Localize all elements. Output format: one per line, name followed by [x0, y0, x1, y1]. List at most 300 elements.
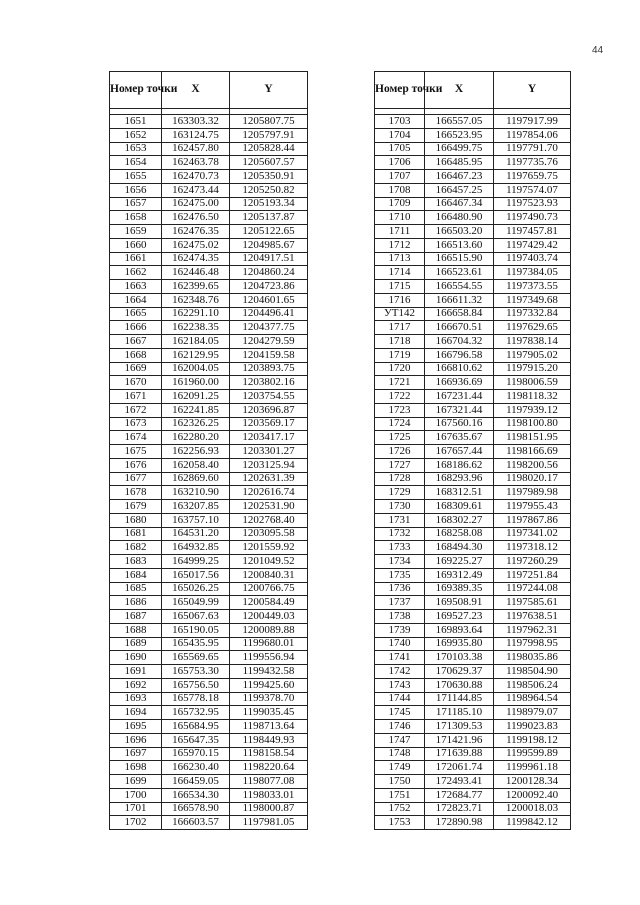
point-number-cell: 1652 — [110, 128, 162, 142]
y-cell: 1200584.49 — [230, 596, 308, 610]
x-cell: 166554.55 — [425, 280, 494, 294]
table-row — [375, 376, 571, 390]
table-row — [375, 541, 571, 555]
table-row — [375, 211, 571, 225]
point-number-cell: 1739 — [375, 623, 425, 637]
point-number-cell: 1703 — [375, 115, 425, 129]
y-cell: 1203569.17 — [230, 417, 308, 431]
table-row — [375, 417, 571, 431]
y-cell: 1197429.42 — [494, 238, 571, 252]
table-row — [110, 623, 308, 637]
x-cell: 171185.10 — [425, 706, 494, 720]
y-cell: 1197735.76 — [494, 156, 571, 170]
table-row — [375, 678, 571, 692]
x-cell: 171144.85 — [425, 692, 494, 706]
y-cell: 1201049.52 — [230, 555, 308, 569]
point-number-cell: 1679 — [110, 500, 162, 514]
y-cell: 1198449.93 — [230, 733, 308, 747]
x-cell: 165778.18 — [162, 692, 230, 706]
y-cell: 1203301.27 — [230, 445, 308, 459]
point-number-cell: 1700 — [110, 788, 162, 802]
table-row — [375, 362, 571, 376]
x-cell: 162291.10 — [162, 307, 230, 321]
x-cell: 169893.64 — [425, 623, 494, 637]
y-cell: 1197251.84 — [494, 568, 571, 582]
y-cell: 1199556.94 — [230, 651, 308, 665]
point-number-cell: 1662 — [110, 266, 162, 280]
point-number-cell: 1707 — [375, 170, 425, 184]
table-row — [375, 115, 571, 129]
y-cell: 1199035.45 — [230, 706, 308, 720]
table-row — [110, 788, 308, 802]
table-row — [110, 775, 308, 789]
y-cell: 1200018.03 — [494, 802, 571, 816]
x-cell: 167321.44 — [425, 403, 494, 417]
x-cell: 169389.35 — [425, 582, 494, 596]
point-number-cell: 1743 — [375, 678, 425, 692]
x-cell: 172061.74 — [425, 761, 494, 775]
y-cell: 1202531.90 — [230, 500, 308, 514]
table-row — [110, 472, 308, 486]
x-cell: 162473.44 — [162, 183, 230, 197]
table-row — [375, 307, 571, 321]
table-row — [375, 128, 571, 142]
x-cell: 165647.35 — [162, 733, 230, 747]
x-cell: 162457.80 — [162, 142, 230, 156]
point-number-cell: 1696 — [110, 733, 162, 747]
table-row — [110, 610, 308, 624]
point-number-cell: 1746 — [375, 720, 425, 734]
x-cell: 162238.35 — [162, 321, 230, 335]
y-cell: 1198118.32 — [494, 390, 571, 404]
point-number-cell: 1688 — [110, 623, 162, 637]
table-row — [375, 747, 571, 761]
point-number-cell: 1717 — [375, 321, 425, 335]
x-cell: 165190.05 — [162, 623, 230, 637]
x-cell: 169935.80 — [425, 637, 494, 651]
y-cell: 1200840.31 — [230, 568, 308, 582]
x-cell: 166611.32 — [425, 293, 494, 307]
table-row — [110, 266, 308, 280]
y-cell: 1197939.12 — [494, 403, 571, 417]
x-cell: 163757.10 — [162, 513, 230, 527]
x-cell: 166459.05 — [162, 775, 230, 789]
point-number-cell: 1731 — [375, 513, 425, 527]
x-cell: 162241.85 — [162, 403, 230, 417]
y-cell: 1197989.98 — [494, 486, 571, 500]
x-cell: 162476.50 — [162, 211, 230, 225]
x-cell: 166523.61 — [425, 266, 494, 280]
x-cell: 165026.25 — [162, 582, 230, 596]
y-cell: 1200128.34 — [494, 775, 571, 789]
y-cell: 1199599.89 — [494, 747, 571, 761]
header-y: Y — [230, 72, 308, 109]
point-number-cell: 1664 — [110, 293, 162, 307]
x-cell: 162280.20 — [162, 431, 230, 445]
table-row — [110, 747, 308, 761]
y-cell: 1204159.58 — [230, 348, 308, 362]
point-number-cell: 1680 — [110, 513, 162, 527]
y-cell: 1203893.75 — [230, 362, 308, 376]
table-row — [375, 816, 571, 830]
x-cell: 162463.78 — [162, 156, 230, 170]
point-number-cell: 1694 — [110, 706, 162, 720]
table-row — [110, 197, 308, 211]
table-row — [110, 733, 308, 747]
point-number-cell: 1693 — [110, 692, 162, 706]
point-number-cell: 1660 — [110, 238, 162, 252]
point-number-cell: 1719 — [375, 348, 425, 362]
point-number-cell: 1673 — [110, 417, 162, 431]
x-cell: 166485.95 — [425, 156, 494, 170]
x-cell: 162470.73 — [162, 170, 230, 184]
x-cell: 166503.20 — [425, 225, 494, 239]
y-cell: 1199680.01 — [230, 637, 308, 651]
x-cell: 164531.20 — [162, 527, 230, 541]
x-cell: 165684.95 — [162, 720, 230, 734]
x-cell: 165569.65 — [162, 651, 230, 665]
x-cell: 168312.51 — [425, 486, 494, 500]
x-cell: 170629.37 — [425, 665, 494, 679]
y-cell: 1200766.75 — [230, 582, 308, 596]
x-cell: 161960.00 — [162, 376, 230, 390]
y-cell: 1198964.54 — [494, 692, 571, 706]
table-row — [110, 761, 308, 775]
table-row — [110, 582, 308, 596]
header-point-number: Номер точки — [110, 72, 162, 109]
x-cell: 162091.25 — [162, 390, 230, 404]
x-cell: 164932.85 — [162, 541, 230, 555]
table-row — [375, 706, 571, 720]
y-cell: 1197917.99 — [494, 115, 571, 129]
coordinates-table-left — [109, 71, 308, 830]
y-cell: 1198506.24 — [494, 678, 571, 692]
y-cell: 1202768.40 — [230, 513, 308, 527]
y-cell: 1197791.70 — [494, 142, 571, 156]
point-number-cell: 1710 — [375, 211, 425, 225]
x-cell: 168293.96 — [425, 472, 494, 486]
y-cell: 1197574.07 — [494, 183, 571, 197]
point-number-cell: 1711 — [375, 225, 425, 239]
y-cell: 1200449.03 — [230, 610, 308, 624]
point-number-cell: 1663 — [110, 280, 162, 294]
x-cell: 162476.35 — [162, 225, 230, 239]
y-cell: 1204377.75 — [230, 321, 308, 335]
point-number-cell: 1659 — [110, 225, 162, 239]
y-cell: 1197867.86 — [494, 513, 571, 527]
x-cell: 170630.88 — [425, 678, 494, 692]
point-number-cell: 1695 — [110, 720, 162, 734]
table-row — [375, 293, 571, 307]
y-cell: 1197659.75 — [494, 170, 571, 184]
table-row — [110, 555, 308, 569]
table-row — [375, 733, 571, 747]
point-number-cell: 1675 — [110, 445, 162, 459]
table-row — [375, 788, 571, 802]
point-number-cell: 1681 — [110, 527, 162, 541]
y-cell: 1197349.68 — [494, 293, 571, 307]
y-cell: 1205350.91 — [230, 170, 308, 184]
x-cell: 162474.35 — [162, 252, 230, 266]
x-cell: 172890.98 — [425, 816, 494, 830]
x-cell: 166523.95 — [425, 128, 494, 142]
x-cell: 168258.08 — [425, 527, 494, 541]
table-row — [110, 513, 308, 527]
point-number-cell: 1657 — [110, 197, 162, 211]
header-x: X — [162, 72, 230, 109]
x-cell: 166499.75 — [425, 142, 494, 156]
table-row — [375, 238, 571, 252]
x-cell: 165970.15 — [162, 747, 230, 761]
table-row — [110, 665, 308, 679]
table-row — [375, 513, 571, 527]
point-number-cell: 1672 — [110, 403, 162, 417]
y-cell: 1205122.65 — [230, 225, 308, 239]
point-number-cell: УТ142 — [375, 307, 425, 321]
y-cell: 1204279.59 — [230, 335, 308, 349]
table-row — [375, 197, 571, 211]
table-row — [375, 252, 571, 266]
x-cell: 166936.69 — [425, 376, 494, 390]
y-cell: 1198151.95 — [494, 431, 571, 445]
table-row — [375, 720, 571, 734]
table-row — [375, 458, 571, 472]
point-number-cell: 1699 — [110, 775, 162, 789]
table-row — [110, 678, 308, 692]
point-number-cell: 1729 — [375, 486, 425, 500]
x-cell: 166704.32 — [425, 335, 494, 349]
y-cell: 1198033.01 — [230, 788, 308, 802]
table-row — [375, 610, 571, 624]
x-cell: 165753.30 — [162, 665, 230, 679]
point-number-cell: 1718 — [375, 335, 425, 349]
y-cell: 1201559.92 — [230, 541, 308, 555]
table-row — [110, 335, 308, 349]
table-row — [110, 390, 308, 404]
point-number-cell: 1678 — [110, 486, 162, 500]
x-cell: 166534.30 — [162, 788, 230, 802]
x-cell: 167657.44 — [425, 445, 494, 459]
point-number-cell: 1732 — [375, 527, 425, 541]
y-cell: 1199842.12 — [494, 816, 571, 830]
y-cell: 1198166.69 — [494, 445, 571, 459]
header-y: Y — [494, 72, 571, 109]
table-row — [110, 500, 308, 514]
point-number-cell: 1751 — [375, 788, 425, 802]
y-cell: 1203095.58 — [230, 527, 308, 541]
y-cell: 1200089.88 — [230, 623, 308, 637]
point-number-cell: 1653 — [110, 142, 162, 156]
x-cell: 166513.60 — [425, 238, 494, 252]
x-cell: 167635.67 — [425, 431, 494, 445]
point-number-cell: 1687 — [110, 610, 162, 624]
x-cell: 162446.48 — [162, 266, 230, 280]
point-number-cell: 1720 — [375, 362, 425, 376]
point-number-cell: 1683 — [110, 555, 162, 569]
point-number-cell: 1692 — [110, 678, 162, 692]
y-cell: 1204496.41 — [230, 307, 308, 321]
y-cell: 1197981.05 — [230, 816, 308, 830]
x-cell: 162869.60 — [162, 472, 230, 486]
point-number-cell: 1715 — [375, 280, 425, 294]
table-row — [375, 596, 571, 610]
y-cell: 1203802.16 — [230, 376, 308, 390]
x-cell: 164999.25 — [162, 555, 230, 569]
point-number-cell: 1708 — [375, 183, 425, 197]
y-cell: 1197915.20 — [494, 362, 571, 376]
x-cell: 172823.71 — [425, 802, 494, 816]
page-number: 44 — [592, 45, 604, 56]
point-number-cell: 1728 — [375, 472, 425, 486]
x-cell: 168186.62 — [425, 458, 494, 472]
table-row — [110, 348, 308, 362]
point-number-cell: 1736 — [375, 582, 425, 596]
point-number-cell: 1669 — [110, 362, 162, 376]
point-number-cell: 1722 — [375, 390, 425, 404]
y-cell: 1203696.87 — [230, 403, 308, 417]
point-number-cell: 1724 — [375, 417, 425, 431]
x-cell: 165049.99 — [162, 596, 230, 610]
y-cell: 1202631.39 — [230, 472, 308, 486]
x-cell: 166658.84 — [425, 307, 494, 321]
y-cell: 1205807.75 — [230, 115, 308, 129]
point-number-cell: 1658 — [110, 211, 162, 225]
x-cell: 163207.85 — [162, 500, 230, 514]
y-cell: 1204985.67 — [230, 238, 308, 252]
y-cell: 1199432.58 — [230, 665, 308, 679]
point-number-cell: 1698 — [110, 761, 162, 775]
table-row — [375, 183, 571, 197]
y-cell: 1197318.12 — [494, 541, 571, 555]
table-row — [110, 321, 308, 335]
table-row — [375, 802, 571, 816]
point-number-cell: 1704 — [375, 128, 425, 142]
point-number-cell: 1676 — [110, 458, 162, 472]
y-cell: 1197384.05 — [494, 266, 571, 280]
y-cell: 1203125.94 — [230, 458, 308, 472]
point-number-cell: 1752 — [375, 802, 425, 816]
y-cell: 1203417.17 — [230, 431, 308, 445]
point-number-cell: 1753 — [375, 816, 425, 830]
table-row — [375, 651, 571, 665]
point-number-cell: 1697 — [110, 747, 162, 761]
y-cell: 1198200.56 — [494, 458, 571, 472]
x-cell: 165732.95 — [162, 706, 230, 720]
table-row — [110, 225, 308, 239]
table-row — [375, 761, 571, 775]
table-row — [375, 390, 571, 404]
x-cell: 166230.40 — [162, 761, 230, 775]
x-cell: 167231.44 — [425, 390, 494, 404]
table-row — [110, 431, 308, 445]
point-number-cell: 1671 — [110, 390, 162, 404]
point-number-cell: 1738 — [375, 610, 425, 624]
x-cell: 166670.51 — [425, 321, 494, 335]
y-cell: 1198000.87 — [230, 802, 308, 816]
x-cell: 165435.95 — [162, 637, 230, 651]
x-cell: 169527.23 — [425, 610, 494, 624]
table-row — [375, 555, 571, 569]
table-row — [110, 720, 308, 734]
table-row — [110, 816, 308, 830]
point-number-cell: 1709 — [375, 197, 425, 211]
y-cell: 1198979.07 — [494, 706, 571, 720]
point-number-cell: 1689 — [110, 637, 162, 651]
y-cell: 1197260.29 — [494, 555, 571, 569]
point-number-cell: 1721 — [375, 376, 425, 390]
x-cell: 163124.75 — [162, 128, 230, 142]
header-x: X — [425, 72, 494, 109]
table-row — [110, 128, 308, 142]
x-cell: 169312.49 — [425, 568, 494, 582]
point-number-cell: 1716 — [375, 293, 425, 307]
table-row — [110, 307, 308, 321]
point-number-cell: 1656 — [110, 183, 162, 197]
x-cell: 168494.30 — [425, 541, 494, 555]
y-cell: 1197373.55 — [494, 280, 571, 294]
x-cell: 168302.27 — [425, 513, 494, 527]
y-cell: 1199378.70 — [230, 692, 308, 706]
table-row — [110, 183, 308, 197]
y-cell: 1204601.65 — [230, 293, 308, 307]
point-number-cell: 1706 — [375, 156, 425, 170]
y-cell: 1205797.91 — [230, 128, 308, 142]
y-cell: 1197341.02 — [494, 527, 571, 541]
point-number-cell: 1745 — [375, 706, 425, 720]
point-number-cell: 1701 — [110, 802, 162, 816]
table-row — [110, 692, 308, 706]
y-cell: 1197955.43 — [494, 500, 571, 514]
x-cell: 165756.50 — [162, 678, 230, 692]
x-cell: 162256.93 — [162, 445, 230, 459]
table-row — [110, 211, 308, 225]
y-cell: 1198035.86 — [494, 651, 571, 665]
point-number-cell: 1665 — [110, 307, 162, 321]
y-cell: 1205250.82 — [230, 183, 308, 197]
table-body-left — [110, 115, 308, 830]
x-cell: 169225.27 — [425, 555, 494, 569]
table-row — [375, 568, 571, 582]
table-row — [110, 362, 308, 376]
table-row — [110, 280, 308, 294]
x-cell: 162184.05 — [162, 335, 230, 349]
x-cell: 166515.90 — [425, 252, 494, 266]
table-row — [110, 445, 308, 459]
table-row — [375, 321, 571, 335]
point-number-cell: 1684 — [110, 568, 162, 582]
y-cell: 1197585.61 — [494, 596, 571, 610]
coordinates-table-right — [374, 71, 571, 830]
x-cell: 172684.77 — [425, 788, 494, 802]
x-cell: 162129.95 — [162, 348, 230, 362]
table-row — [375, 170, 571, 184]
point-number-cell: 1685 — [110, 582, 162, 596]
y-cell: 1205193.34 — [230, 197, 308, 211]
point-number-cell: 1749 — [375, 761, 425, 775]
table-row — [110, 142, 308, 156]
y-cell: 1198220.64 — [230, 761, 308, 775]
y-cell: 1199023.83 — [494, 720, 571, 734]
point-number-cell: 1677 — [110, 472, 162, 486]
point-number-cell: 1661 — [110, 252, 162, 266]
table-row — [110, 458, 308, 472]
y-cell: 1197244.08 — [494, 582, 571, 596]
table-row — [110, 252, 308, 266]
table-row — [375, 500, 571, 514]
y-cell: 1204917.51 — [230, 252, 308, 266]
y-cell: 1205828.44 — [230, 142, 308, 156]
y-cell: 1199425.60 — [230, 678, 308, 692]
